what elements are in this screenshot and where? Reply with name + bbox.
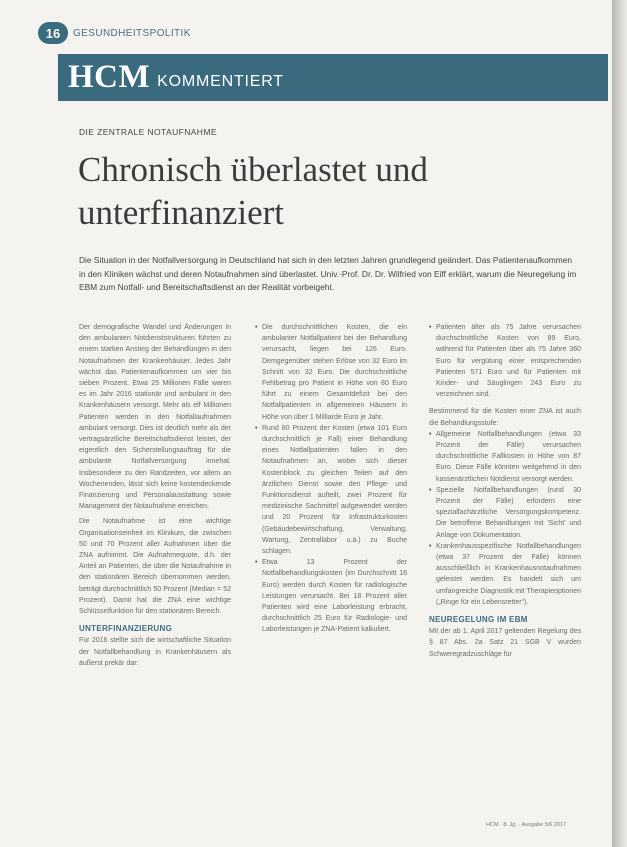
- page-footer: HCM · 8. Jg. · Ausgabe 5/6 2017: [486, 822, 567, 828]
- section-title: GESUNDHEITSPOLITIK: [73, 27, 191, 39]
- page-edge-shadow: [612, 0, 627, 847]
- hcm-logo-text: HCM: [68, 59, 151, 95]
- bullet-item: • Etwa 13 Prozent der Notfallbehandlungskosten (im Durchschnitt 16 Euro) werden durch Kosten für radiologische Leistungen verursacht. Bei 18 Prozent aller Patienten wird eine Laborleistung erbracht, durchschnittlich 25 Euro für Radiologie- und Laborleistungen je ZNA-Patient kalkuliert.: [255, 557, 407, 635]
- paragraph: Mit der ab 1. April 2017 geltenden Regelung des § 87 Abs. 2a Satz 21 SGB V wurden Schweregradzuschläge für: [429, 628, 581, 658]
- subheading-neuregelung: NEUREGELUNG IM EBM: [429, 615, 528, 625]
- article-headline: Chronisch überlastet und unterfinanziert: [78, 150, 428, 232]
- bullet-item: • Allgemeine Notfallbehandlungen (etwa 33 Prozent der Fälle) verursachen durchschnittliche Fallkosten in Höhe von 87 Euro. Diese Fälle könnten weitgehend in den kassenärztlichen Notdienst versorgt werden.: [429, 429, 581, 485]
- page-number: 16: [38, 22, 68, 44]
- paragraph: Bestimmend für die Kosten einer ZNA ist auch die Behandlungsstufe:: [429, 408, 581, 427]
- hcm-banner: [58, 54, 608, 101]
- bullet-item: • Krankenhausspezifische Notfallbehandlungen (etwa 37 Prozent der Fälle) können ausschließlich in Krankenhausnotaufnahmen geleistet werden. Es handelt sich um umfangreiche Diagnostik mit Therapieoptionen („Ringe für ein Lebensretter“).: [429, 541, 581, 608]
- bullet-item: • Patienten älter als 75 Jahre verursachen durchschnittliche Kosten von 89 Euro, während für Patienten über als 75 Jahre 360 Euro für vergütung einer entsprechenden Patienten 571 Euro und für Patienten mit Kinder- und Säuglingen 243 Euro zu verzeichnen sind.: [429, 322, 581, 400]
- bullet-item: • Rund 80 Prozent der Kosten (etwa 101 Euro durchschnittlich je Fall) einer Behandlung eines Notfallpatienten fallen in den Notaufnahmen an, wobei sich dieser Kostenblock zu gleichen Teilen auf den ärztlichen Dienst sowie den Pflege- und Funktionsdienst aufteilt, zwei Prozent für medizinische Sachmittel aufgewendet werden und 20 Prozent für Infrastrukturkosten (Gebäudebewirtschaftung, Verwaltung, Wartung, Zentrallabor u.ä.) zu Buche schlagen.: [255, 423, 407, 557]
- article-kicker: DIE ZENTRALE NOTAUFNAHME: [79, 127, 217, 137]
- text-column-3: [429, 322, 581, 660]
- bullet-item: • Die durchschnittlichen Kosten, die ein ambulanter Notfallpatient bei der Behandlung verursacht, liegen bei 126 Euro. Demgegenüber stehen Erlöse von 32 Euro im Schnitt von 32 Euro. Die durchschnittliche Fehlbetrag pro Patient in Höhe von 80 Euro führt zu einem Gesamtdefizit bei den Notfallpatienten in allgemeinen Häusern in Höhe von über 1 Milliarde Euro je Jahr.: [255, 322, 407, 423]
- paragraph: Der demografische Wandel und Änderungen in den ambulanten Notdienststrukturen führten zu einem starken Anstieg der Behandlungen in den Notaufnahmen der Krankenhäuser. Jedes Jahr wächst das Patientenaufkommen um vier bis sieben Prozent. Etwa 25 Millionen Fälle waren es im Jahr 2016 stationär und ambulant in den Krankenhäusern versorgt. Mehr als elf Millionen Patienten werden in den Notfallaufnahmen ambulant versorgt. Dies ist deutlich mehr als der vertragsärztliche Bereitschaftsdienst leistet, der eigentlich den Sicherstellungsauftrag für die ambulante Notfallversorgung innehat. Insbesondere zu den Randzeiten, vor allem an Wochenenden, lässt sich keine kostendeckende Finanzierung und Personalausstattung sowie Management der Notaufnahme erreichen.: [79, 324, 231, 511]
- bullet-item: • Spezielle Notfallbehandlungen (rund 30 Prozent der Fälle) erfordern eine spezialfachärztliche Versorgungskompetenz. Die betroffene Behandlungen mit 'Sicht' und Anlage von Dokumentation.: [429, 485, 581, 541]
- text-column-2: [255, 322, 407, 636]
- subheading-unterfinanzierung: UNTERFINANZIERUNG: [79, 624, 173, 634]
- article-lead: Die Situation in der Notfallversorgung in Deutschland hat sich in den letzten Jahren grundlegend geändert. Das Patientenaufkommen in den Kliniken wächst und deren Notaufnahmen sind überlastet. Univ.-Prof. Dr. Dr. Wilfried von Eiff erklärt, warum die Neuregelung im EBM zum Notfall- und Bereitschaftsdienst an der Realität vorbeigeht.: [79, 255, 577, 292]
- banner-label: KOMMENTIERT: [157, 73, 284, 90]
- text-column-1: [79, 322, 231, 669]
- paragraph: Für 2016 stellte sich die wirtschaftliche Situation der Notfallbehandlung in Krankenhäusern als äußerst prekär dar:: [79, 637, 231, 667]
- paragraph: Die Notaufnahme ist eine wichtige Organisationseinheit im Klinikum, die zwischen 50 und 70 Prozent aller Aufnahmen über die ZNA aufnimmt. Die Aufnahmequote, d.h. der Anteil an Patienten, die über die Notaufnahme in den stationären Bereich übernommen werden, beträgt durchschnittlich 50 Prozent (Median = 52 Prozent). Damit hat die ZNA eine wichtige Schlüsselfunktion für den stationären Bereich.: [79, 518, 231, 616]
- page-header: [38, 22, 191, 44]
